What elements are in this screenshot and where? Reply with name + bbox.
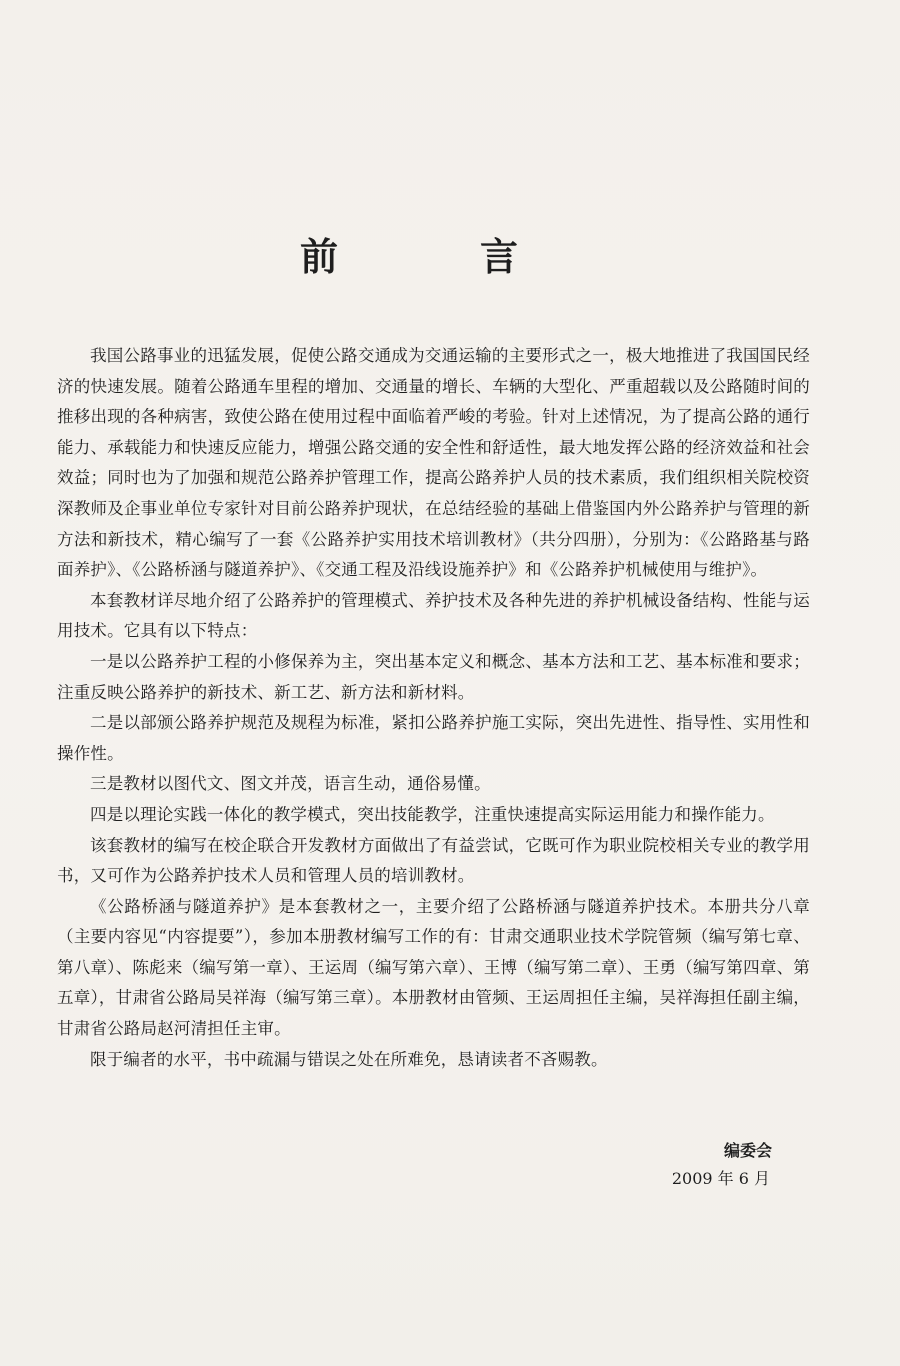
paragraph-closing: 限于编者的水平，书中疏漏与错误之处在所难免，恳请读者不吝赐教。 bbox=[90, 1049, 608, 1069]
paragraph-authors: 《公路桥涵与隧道养护》是本套教材之一，主要介绍了公路桥涵与隧道养护技术。本册共分八章（主要内容见“内容提要”），参加本册教材编写工作的有：甘肃交通职业技术学院管频（编写第七章、第八章）、陈彪来（编写第一章）、王运周（编写第六章）、王博（编写第二章）、王勇（编写第四章、第五章），甘肃省公路局吴祥海（编写第三章）。本册教材由管频、王运周担任主编，吴祥海担任副主编，甘肃省公路局赵河清担任主审。 bbox=[57, 896, 810, 1039]
paragraph-features-intro: 本套教材详尽地介绍了公路养护的管理模式、养护技术及各种先进的养护机械设备结构、性能与运用技术。它具有以下特点： bbox=[57, 590, 810, 641]
paragraph-intro: 我国公路事业的迅猛发展，促使公路交通成为交通运输的主要形式之一，极大地推进了我国国民经济的快速发展。随着公路通车里程的增加、交通量的增长、车辆的大型化、严重超载以及公路随时间的推移出现的各种病害，致使公路在使用过程中面临着严峻的考验。针对上述情况，为了提高公路的通行能力、承载能力和快速反应能力，增强公路交通的安全性和舒适性，最大地发挥公路的经济效益和社会效益；同时也为了加强和规范公路养护管理工作，提高公路养护人员的技术素质，我们组织相关院校资深教师及企事业单位专家针对目前公路养护现状，在总结经验的基础上借鉴国内外公路养护与管理的新方法和新技术，精心编写了一套《公路养护实用技术培训教材》（共分四册），分别为：《公路路基与路面养护》、《公路桥涵与隧道养护》、《交通工程及沿线设施养护》和《公路养护机械使用与维护》。 bbox=[57, 346, 810, 580]
page-title: 前 言 bbox=[299, 234, 570, 279]
paragraph-usage: 该套教材的编写在校企联合开发教材方面做出了有益尝试，它既可作为职业院校相关专业的教学用书，又可作为公路养护技术人员和管理人员的培训教材。 bbox=[57, 835, 810, 886]
paragraph-feature-1: 一是以公路养护工程的小修保养为主，突出基本定义和概念、基本方法和工艺、基本标准和要求；注重反映公路养护的新技术、新工艺、新方法和新材料。 bbox=[57, 651, 810, 702]
preface-body bbox=[57, 341, 810, 1075]
paragraph-feature-2: 二是以部颁公路养护规范及规程为标准，紧扣公路养护施工实际，突出先进性、指导性、实用性和操作性。 bbox=[57, 713, 810, 763]
signature-org: 编委会 bbox=[723, 1141, 772, 1160]
paragraph-feature-4: 四是以理论实践一体化的教学模式，突出技能教学，注重快速提高实际运用能力和操作能力。 bbox=[90, 804, 775, 824]
paragraph-feature-3: 三是教材以图代文、图文并茂，语言生动，通俗易懂。 bbox=[90, 774, 491, 794]
signature-date: 2009 年 6 月 bbox=[671, 1169, 770, 1188]
